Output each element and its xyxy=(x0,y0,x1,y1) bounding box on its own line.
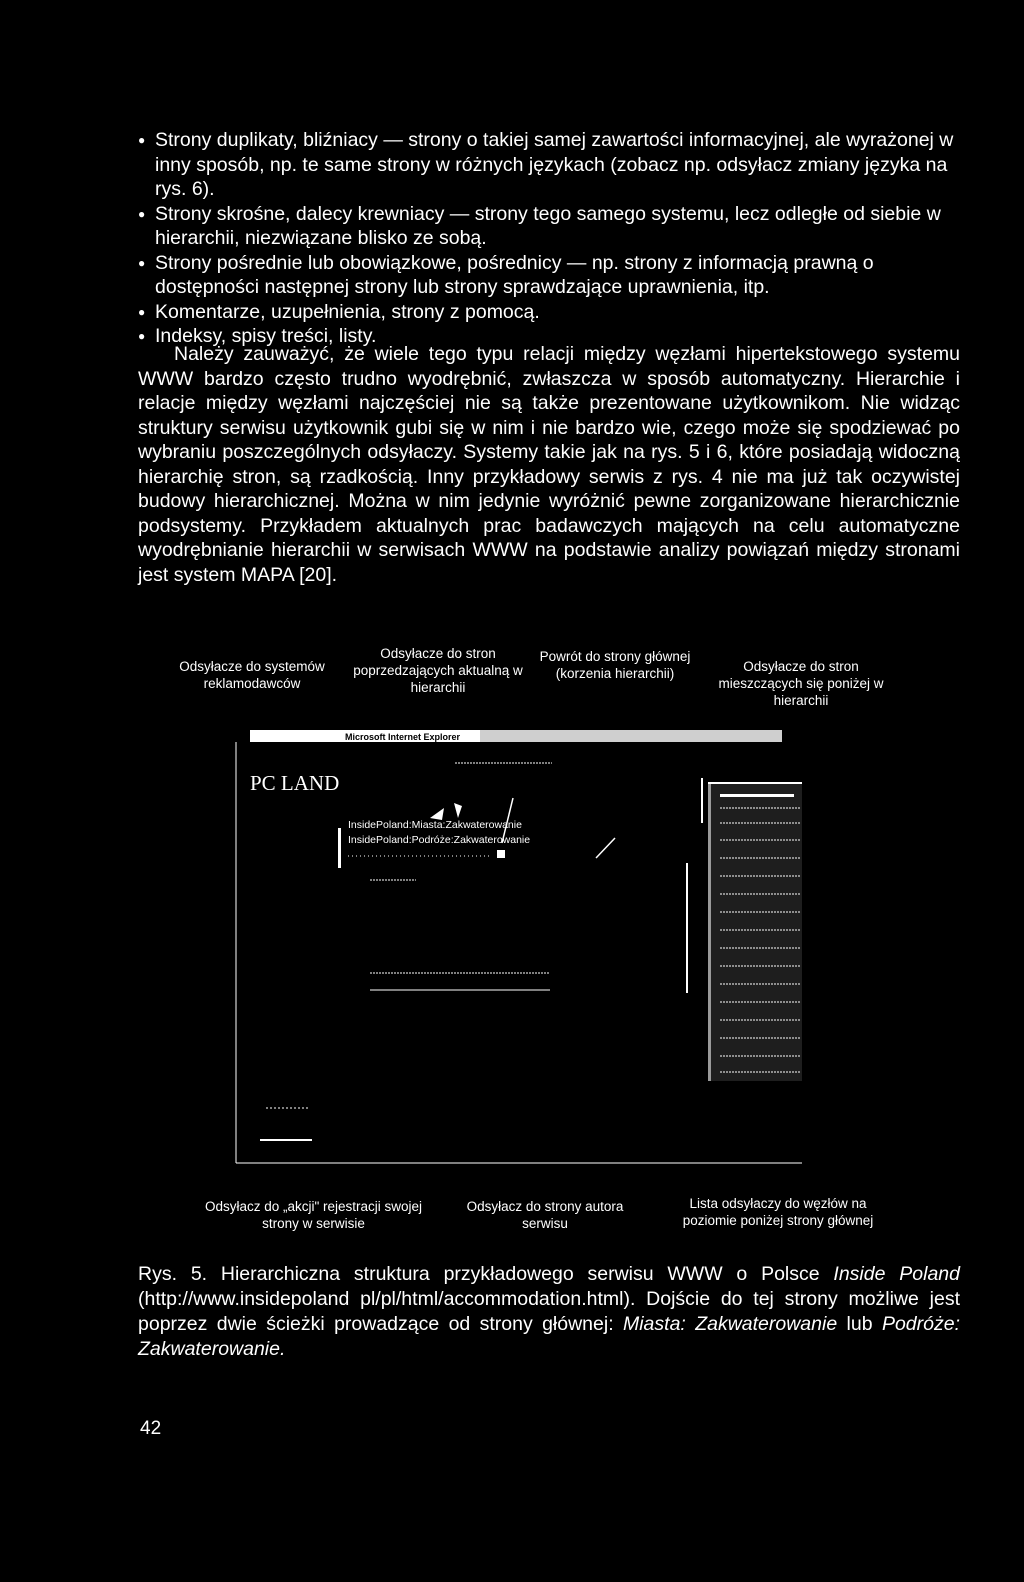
site-logo: PC LAND xyxy=(250,771,340,795)
caption-middle: (http://www.insidepoland pl/pl/html/accommodation.html). Dojście do tej strony możliwe jest poprzez dwie ścieżki prowadzące od strony głównej: xyxy=(138,1288,960,1335)
list-item: ● Indeksy, spisy treści, listy. xyxy=(138,324,968,349)
bullet-list xyxy=(138,128,968,349)
caption-prefix: Rys. 5. Hierarchiczna struktura przykładowego serwisu WWW o Polsce xyxy=(138,1263,834,1285)
label-author-link: Odsyłacz do strony autora serwisu xyxy=(466,1199,624,1231)
label-previous-links: Odsyłacze do stron poprzedzających aktualną w hierarchii xyxy=(353,646,523,695)
label-home-link: Powrót do strony głównej (korzenia hierarchii) xyxy=(539,649,691,681)
label-register-link: Odsyłacz do „akcji" rejestracji swojej strony w serwisie xyxy=(204,1199,423,1231)
path-link-2: InsidePoland:Podróże:Zakwaterowanie xyxy=(348,834,531,846)
path-link-1: InsidePoland:Miasta:Zakwaterowanie xyxy=(348,819,522,831)
label-links-list: Lista odsyłaczy do węzłów na poziomie poniżej strony głównej xyxy=(682,1196,874,1228)
list-item: ● Strony pośrednie lub obowiązkowe, pośrednicy — np. strony z informacją prawną o dostępności następnej strony lub strony sprawdzające uprawnienia, itp. xyxy=(138,251,968,300)
list-item: ● Strony skrośne, dalecy krewniacy — strony tego samego systemu, lecz odległe od siebie w hierarchii, niezwiązane blisko ze sobą. xyxy=(138,202,968,251)
caption-path-2: Podróże: Zakwaterowanie. xyxy=(138,1313,960,1360)
links-list-panel xyxy=(708,783,802,1081)
body-paragraph: Należy zauważyć, że wiele tego typu relacji między węzłami hipertekstowego systemu WWW bardzo często trudno wyodrębnić, zwłaszcza w sposób automatyczny. Hierarchie i relacje między węzłami najczęściej nie są także prezentowane użytkownikom. Nie widząc struktury serwisu użytkownik gubi się w nim i nie bardzo wie, czego może się spodziewać po wybraniu poszczególnych odsyłaczy. Systemy takie jak na rys. 5 i 6, które posiadają widoczną hierarchię stron, są rzadkością. Inny przykładowy serwis z rys. 4 nie ma już tak oczywistej budowy hierarchicznej. Można w nim jedynie wyróżnić pewne zorganizowane hierarchicznie podsystemy. Przykładem aktualnych prac badawczych mających na celu automatyczne wyodrębnianie hierarchii w serwisach WWW na podstawie analizy powiązań między stronami jest system MAPA [20]. xyxy=(138,343,960,586)
caption-site: Inside Poland xyxy=(833,1263,960,1285)
page-number: 42 xyxy=(140,1418,162,1439)
label-ads-links: Odsyłacze do systemów reklamodawców xyxy=(179,659,325,691)
list-item: ● Komentarze, uzupełnienia, strony z pomocą. xyxy=(138,300,968,325)
figure-caption xyxy=(138,1262,960,1362)
browser-title-text: Microsoft Internet Explorer xyxy=(345,732,461,742)
website-screenshot xyxy=(230,728,810,1168)
caption-path-1: Miasta: Zakwaterowanie xyxy=(622,1313,838,1335)
caption-or: lub xyxy=(837,1313,882,1335)
list-item: ● Strony duplikaty, bliźniacy — strony o takiej samej zawartości informacyjnej, ale wyrażonej w inny sposób, np. te same strony w różnych językach (zobacz np. odsyłacz zmiany języka na rys. 6). xyxy=(138,128,968,202)
label-below-links: Odsyłacze do stron mieszczących się poniżej w hierarchii xyxy=(718,659,884,708)
up-arrow-icon xyxy=(454,803,462,818)
